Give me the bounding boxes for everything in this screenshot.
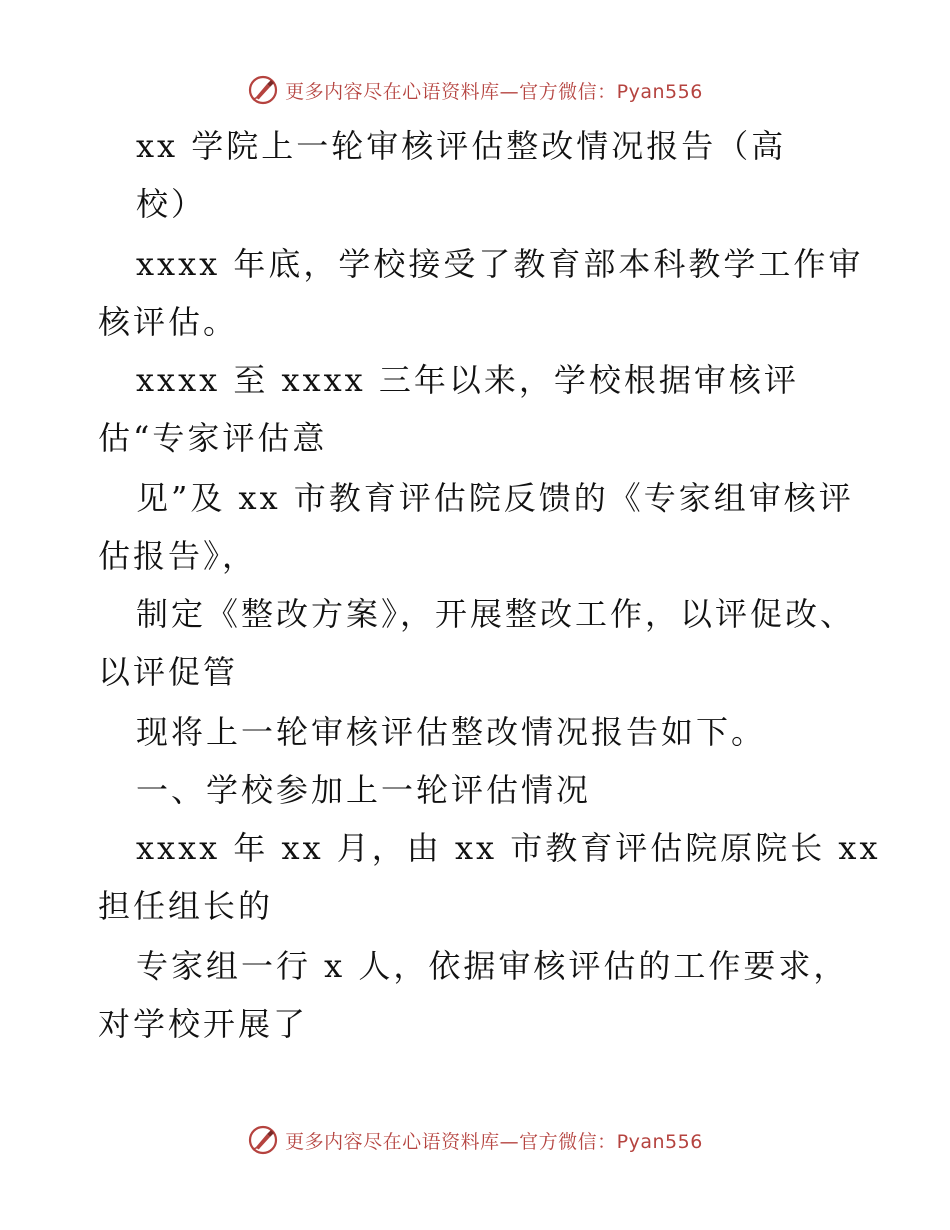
paragraph-line: 见”及 xx 市教育评估院反馈的《专家组审核评	[136, 479, 854, 517]
pen-logo-icon	[247, 74, 279, 106]
paragraph-line: 核评估。	[98, 303, 239, 341]
paragraph-line: xxxx 至 xxxx 三年以来，学校根据审核评	[136, 361, 799, 399]
paragraph-line: 以评促管	[98, 653, 239, 691]
watermark-group	[247, 1124, 703, 1156]
paragraph-line: 现将上一轮审核评估整改情况报告如下。	[136, 713, 767, 751]
paragraph-line: 估“专家评估意	[98, 419, 328, 457]
paragraph-line: 估报告》，	[98, 537, 258, 575]
section-heading: 一、学校参加上一轮评估情况	[136, 771, 592, 809]
watermark-text: 更多内容尽在心语资料库—官方微信：Pyan556	[285, 1130, 703, 1153]
pen-logo-icon	[247, 1124, 279, 1156]
document-title-line-1: xx 学院上一轮审核评估整改情况报告（高	[136, 127, 787, 165]
watermark-text: 更多内容尽在心语资料库—官方微信：Pyan556	[285, 80, 703, 103]
paragraph-line: xxxx 年底，学校接受了教育部本科教学工作审	[136, 245, 864, 283]
paragraph-line: 制定《整改方案》，开展整改工作，以评促改、	[136, 595, 856, 633]
paragraph-line: 专家组一行 x 人，依据审核评估的工作要求，	[136, 947, 849, 985]
paragraph-line: 担任组长的	[98, 887, 274, 925]
paragraph-line: xxxx 年 xx 月，由 xx 市教育评估院原院长 xx	[136, 829, 881, 867]
watermark-group	[247, 74, 703, 106]
document-title-line-2: 校）	[136, 185, 207, 223]
paragraph-line: 对学校开展了	[98, 1005, 309, 1043]
header-watermark-banner	[0, 70, 950, 110]
footer-watermark-banner	[0, 1120, 950, 1160]
